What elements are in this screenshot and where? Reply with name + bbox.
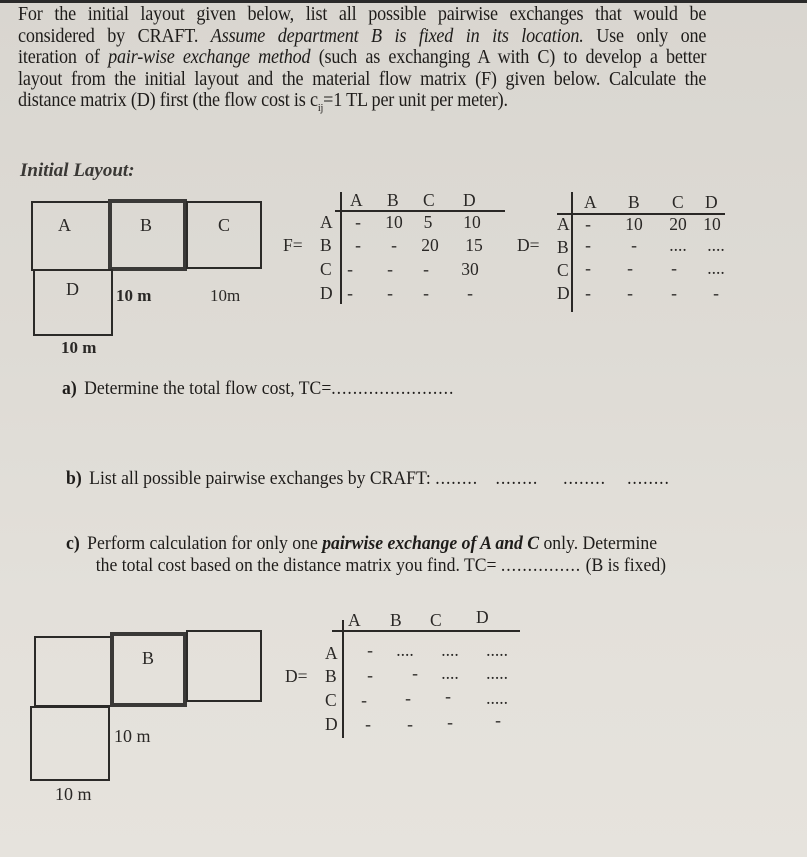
answer-blank[interactable]: ........ (563, 468, 606, 489)
matrix-cell: 5 (423, 212, 433, 232)
matrix-cell: - (671, 283, 677, 303)
row-header: B (320, 235, 332, 255)
matrix-cell: 10 (385, 212, 403, 232)
intro-text: iteration of (18, 47, 100, 68)
question-c-line-2 (66, 555, 666, 577)
answer-blank[interactable]: ....................... (331, 378, 455, 399)
matrix-cell: - (585, 214, 591, 234)
intro-line-2 (18, 26, 706, 48)
question-emphasis: pairwise exchange of A and C (322, 533, 540, 554)
matrix-cell: - (423, 259, 429, 279)
row-header: D (320, 283, 333, 303)
matrix-cell: - (365, 714, 371, 734)
answer-blank[interactable]: ........ (495, 468, 539, 489)
matrix-cell-blank[interactable]: .... (441, 640, 459, 660)
department-slot-4[interactable] (30, 706, 110, 781)
row-header: D (557, 283, 570, 303)
question-label: a) (62, 378, 77, 399)
matrix-cell-blank[interactable]: .... (396, 640, 414, 660)
row-header: A (557, 214, 570, 234)
problem-statement (18, 4, 706, 119)
matrix-cell: - (407, 714, 413, 734)
dimension-width: 10 m (55, 784, 92, 804)
question-c-line-1 (66, 533, 666, 555)
matrix-cell: 15 (465, 235, 483, 255)
intro-text: (such as exchanging A with C) to develop a better (318, 47, 707, 68)
question-a (62, 378, 454, 400)
question-text: Perform calculation for only one (87, 533, 323, 554)
question-text: the total cost based on the distance matrix you find. TC= (95, 555, 497, 576)
matrix-cell-blank[interactable]: ..... (486, 688, 508, 708)
column-header: D (463, 190, 476, 210)
distance-matrix-initial (512, 190, 742, 315)
question-text: only. Determine (539, 533, 658, 554)
matrix-cell: 10 (625, 214, 643, 234)
matrix-cell: 20 (421, 235, 439, 255)
matrix-name: D= (517, 235, 540, 255)
intro-text: considered by CRAFT. (18, 25, 199, 47)
row-header: C (325, 690, 337, 710)
department-slot-1[interactable] (34, 636, 112, 707)
matrix-cell: 30 (461, 259, 479, 279)
matrix-cell: - (627, 258, 633, 278)
intro-line-4: layout from the initial layout and the material flow matrix (F) given below. Calculate the (18, 68, 707, 90)
matrix-cell-blank[interactable]: ..... (486, 640, 508, 660)
column-header: C (672, 192, 684, 212)
matrix-cell: - (405, 688, 411, 708)
intro-emphasis: pair-wise exchange method (108, 47, 311, 68)
intro-text: distance matrix (D) first (the flow cost is c (18, 90, 318, 111)
department-label-b: B (142, 648, 155, 668)
matrix-cell: - (445, 686, 451, 706)
matrix-cell: - (367, 665, 373, 685)
column-header: C (430, 610, 442, 630)
matrix-cell: 10 (463, 212, 481, 232)
intro-line-1: For the initial layout given below, list all possible pairwise exchanges that would be (18, 4, 707, 25)
answer-blank[interactable]: ............... (500, 555, 582, 576)
department-label-c: C (218, 215, 231, 235)
matrix-row-divider (342, 620, 344, 738)
question-label: c) (66, 533, 80, 554)
matrix-cell-blank: .... (669, 235, 687, 255)
matrix-cell: - (361, 690, 367, 710)
matrix-name: F= (283, 235, 303, 255)
distance-matrix-answer (280, 607, 530, 740)
intro-emphasis: Assume department B is fixed in its location. (210, 25, 584, 47)
column-header: A (350, 190, 363, 210)
department-label-b: B (140, 215, 153, 235)
answer-blank[interactable]: ........ (435, 468, 479, 489)
intro-line-3 (18, 47, 706, 69)
row-header: B (325, 666, 337, 686)
dimension-height: 10 m (116, 286, 152, 305)
matrix-cell: 20 (669, 214, 687, 234)
matrix-cell-blank[interactable]: .... (441, 663, 459, 683)
column-header: B (387, 190, 399, 210)
matrix-cell: - (585, 283, 591, 303)
department-a (31, 201, 110, 271)
row-header: C (320, 259, 332, 279)
matrix-cell: - (367, 640, 373, 660)
question-text: (B is fixed) (585, 555, 667, 576)
question-c (66, 533, 666, 577)
row-header: D (325, 714, 338, 734)
matrix-cell: - (347, 283, 353, 303)
intro-text: =1 TL per unit per meter). (323, 90, 508, 111)
dimension-width: 10 m (61, 338, 97, 357)
intro-line-5 (18, 90, 706, 119)
matrix-cell: - (627, 283, 633, 303)
question-b (66, 468, 670, 490)
matrix-name: D= (285, 666, 308, 686)
column-header: A (348, 610, 361, 630)
matrix-cell: - (671, 258, 677, 278)
matrix-cell: - (447, 712, 453, 732)
matrix-cell-blank[interactable]: ..... (486, 663, 508, 683)
department-label-d: D (66, 279, 79, 299)
matrix-cell: - (585, 258, 591, 278)
matrix-cell: - (423, 283, 429, 303)
column-header: A (584, 192, 597, 212)
dimension-height: 10 m (114, 726, 151, 746)
row-header: B (557, 237, 569, 257)
matrix-cell: - (467, 283, 473, 303)
matrix-cell: - (387, 283, 393, 303)
question-text: Determine the total flow cost, TC= (84, 378, 332, 399)
matrix-cell: - (355, 212, 361, 232)
question-text: List all possible pairwise exchanges by CRAFT: (89, 468, 431, 489)
matrix-row-divider (571, 192, 573, 312)
department-label-a: A (58, 215, 71, 235)
matrix-cell: - (495, 710, 501, 730)
flow-matrix (280, 190, 500, 310)
intro-text: Use only one (596, 25, 707, 47)
subscript: ij (317, 101, 324, 114)
matrix-cell: - (713, 283, 719, 303)
column-header: C (423, 190, 435, 210)
matrix-cell: - (347, 259, 353, 279)
matrix-cell-blank: .... (707, 258, 725, 278)
matrix-cell: - (631, 235, 637, 255)
matrix-cell: 10 (703, 214, 721, 234)
column-header: D (705, 192, 718, 212)
column-header: B (628, 192, 640, 212)
department-b-fixed (110, 632, 187, 707)
column-header: D (476, 607, 489, 627)
row-header: C (557, 260, 569, 280)
column-header: B (390, 610, 402, 630)
initial-layout-heading: Initial Layout: (20, 160, 135, 181)
matrix-cell: - (355, 235, 361, 255)
matrix-cell: - (387, 259, 393, 279)
matrix-cell: - (412, 663, 418, 683)
matrix-cell-blank: .... (707, 235, 725, 255)
question-label: b) (66, 468, 82, 489)
dimension-c-width: 10m (210, 286, 241, 305)
matrix-cell: - (391, 235, 397, 255)
row-header: A (325, 643, 338, 663)
answer-blank[interactable]: ........ (627, 468, 670, 489)
row-header: A (320, 212, 333, 232)
matrix-cell: - (585, 235, 591, 255)
page-top-edge (0, 0, 807, 3)
department-slot-3[interactable] (186, 630, 262, 702)
